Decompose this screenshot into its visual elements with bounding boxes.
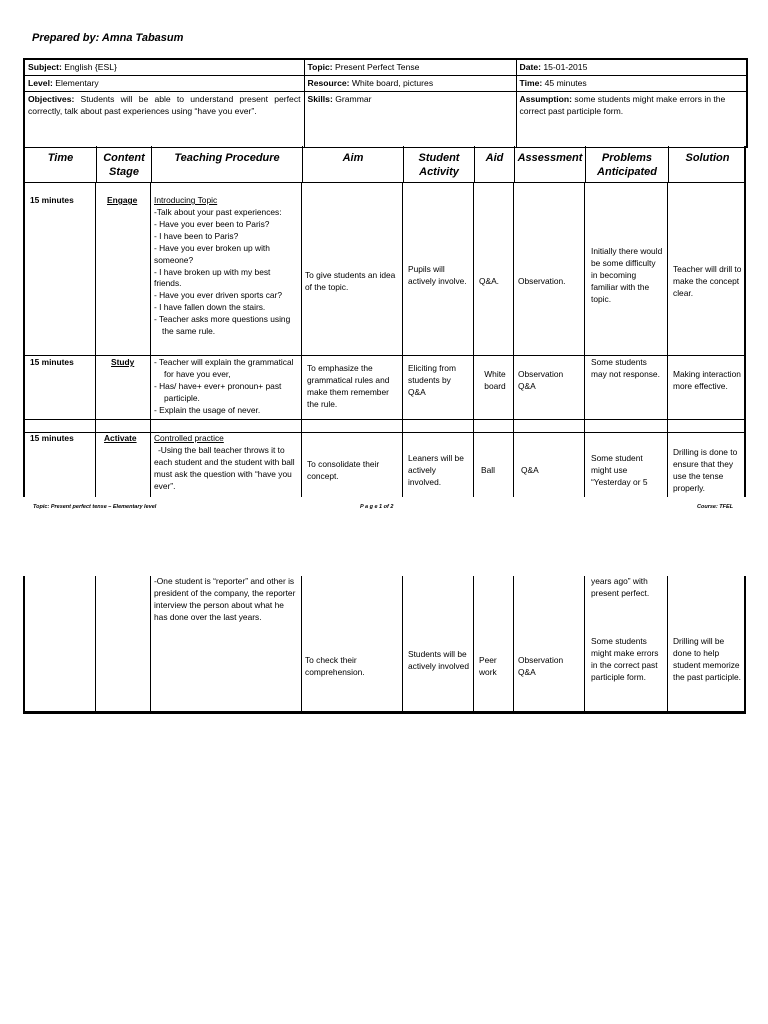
plan-body-page-2	[23, 576, 746, 714]
activate-procedure-title: Controlled practice	[154, 433, 224, 443]
col-content-stage: Content Stage	[97, 146, 152, 183]
engage-line: - I have fallen down the stairs.	[154, 302, 266, 313]
activate-procedure	[154, 433, 299, 493]
study-line: - Explain the usage of never.	[154, 404, 261, 415]
engage-activity: Pupils will actively involve.	[408, 264, 467, 286]
activate-problems-continued: years ago” with present perfect.	[591, 576, 650, 598]
activate-stage: Activate	[104, 433, 137, 443]
assumption-cell: Assumption: some students might make errors in the correct past participle form.	[516, 92, 747, 148]
activate-time: 15 minutes	[30, 433, 74, 443]
engage-stage: Engage	[107, 195, 138, 205]
study-stage: Study	[111, 357, 135, 367]
col-aim: Aim	[303, 146, 404, 183]
engage-line: - I have broken up with my best friends.	[154, 266, 271, 289]
comprehension-solution: Drilling will be done to help student memorize the past participle.	[673, 636, 741, 682]
comprehension-aid: Peer work	[479, 655, 497, 677]
resource-cell: Resource: White board, pictures	[304, 76, 516, 92]
comprehension-activity: Students will be actively involved	[408, 649, 469, 671]
study-aim: To emphasize the grammatical rules and make them remember the rule.	[307, 363, 390, 409]
engage-assessment: Observation.	[518, 276, 566, 286]
study-procedure	[154, 357, 300, 417]
col-aid: Aid	[475, 146, 515, 183]
study-time: 15 minutes	[30, 357, 74, 367]
col-solution: Solution	[685, 152, 730, 164]
col-student-activity: Student Activity	[404, 146, 475, 183]
activate-procedure-text: -Using the ball teacher throws it to each student and the student with ball must ask the question with “have you ever”.	[154, 444, 295, 491]
objectives-cell: Objectives: Students will be able to understand present perfect correctly, talk about past experiences using “have you ever”.	[24, 92, 304, 148]
engage-time: 15 minutes	[30, 195, 74, 205]
date-cell: Date: 15-01-2015	[516, 59, 747, 76]
preparer-name: Prepared by: Amna Tabasum	[32, 32, 184, 44]
lesson-info-table	[23, 58, 748, 148]
engage-line: - Teacher asks more questions using the same rule.	[154, 314, 291, 337]
plan-column-headers	[23, 146, 746, 183]
col-problems-anticipated: Problems Anticipated	[586, 146, 669, 183]
level-cell: Level: Elementary	[24, 76, 304, 92]
footer-topic: Topic: Present perfect tense – Elementary level	[33, 504, 157, 510]
plan-body-page-1	[23, 183, 746, 497]
skills-cell: Skills: Grammar	[304, 92, 516, 148]
study-line: - Has/ have+ ever+ pronoun+ past participle.	[154, 380, 282, 403]
study-assessment: Observation Q&A	[518, 369, 564, 391]
study-problems: Some students may not response.	[591, 357, 660, 379]
engage-solution: Teacher will drill to make the concept clear.	[673, 264, 742, 298]
engage-aid: Q&A.	[479, 276, 500, 286]
engage-aim: To give students an idea of the topic.	[305, 270, 396, 292]
study-line: - Teacher will explain the grammatical for have you ever,	[154, 357, 294, 379]
col-assessment: Assessment	[515, 146, 586, 183]
engage-line: - I have been to Paris?	[154, 230, 239, 241]
study-aid: White board	[484, 369, 506, 391]
reporter-activity-procedure: -One student is “reporter” and other is president of the company, the reporter interview the person about what he has done over the last years.	[154, 576, 296, 622]
col-teaching-procedure: Teaching Procedure	[152, 146, 303, 183]
comprehension-assessment: Observation Q&A	[518, 655, 564, 677]
footer-page-number: P a g e 1 of 2	[360, 504, 394, 510]
activate-solution: Drilling is done to ensure that they use the tense properly.	[673, 447, 738, 493]
engage-procedure-title: Introducing Topic	[154, 195, 218, 205]
comprehension-problems: Some students might make errors in the correct past participle form.	[591, 636, 659, 682]
footer-course: Course: TFEL	[697, 504, 734, 510]
activate-assessment: Q&A	[521, 465, 539, 475]
topic-cell: Topic: Present Perfect Tense	[304, 59, 516, 76]
engage-line: - Have you ever driven sports car?	[154, 290, 283, 301]
activate-activity: Leaners will be actively involved.	[408, 453, 464, 487]
study-solution: Making interaction more effective.	[673, 369, 741, 391]
subject-cell: Subject: English {ESL}	[24, 59, 304, 76]
activate-aim: To consolidate their concept.	[307, 459, 380, 481]
engage-problems: Initially there would be some difficulty in becoming familiar with the topic.	[591, 246, 663, 304]
activate-problems: Some student might use “Yesterday or 5	[591, 453, 648, 487]
engage-line: - Have you ever been to Paris?	[154, 218, 270, 229]
comprehension-aim: To check their comprehension.	[305, 655, 365, 677]
activate-aid: Ball	[481, 465, 495, 475]
engage-procedure	[154, 195, 299, 338]
time-cell: Time: 45 minutes	[516, 76, 747, 92]
engage-line: -Talk about your past experiences:	[154, 206, 282, 217]
col-time: Time	[25, 146, 97, 183]
engage-line: - Have you ever broken up with someone?	[154, 242, 270, 265]
study-activity: Eliciting from students by Q&A	[408, 363, 456, 397]
